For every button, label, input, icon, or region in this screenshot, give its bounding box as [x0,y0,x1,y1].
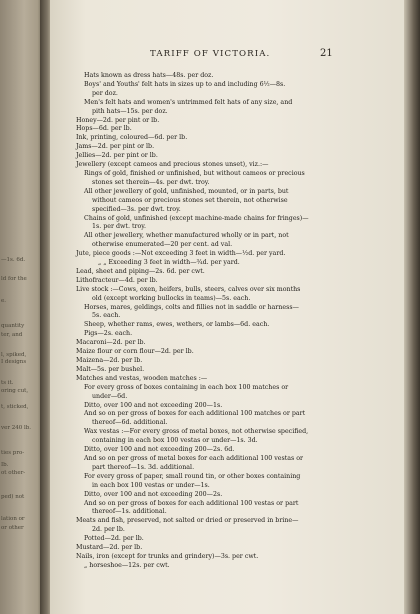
page-number: 21 [320,48,333,59]
previous-page-fragment: t, sticked, [1,404,29,410]
tariff-line: „ horseshoe—12s. per cwt. [84,561,170,569]
tariff-line: Boys' and Youths' felt hats in sizes up to and including 6½—8s. [84,80,286,88]
previous-page-fragment: e. [1,298,7,304]
tariff-line: Meats and fish, preserved, not salted or dried or preserved in brine— [76,517,299,525]
tariff-line: Men's felt hats and women's untrimmed felt hats of any size, and [84,98,293,106]
tariff-line: thereof—6d. additional. [92,419,168,427]
tariff-line: stones set therein—4s. per dwt. troy. [92,178,210,186]
tariff-line: Maize flour or corn flour—2d. per lb. [76,348,194,356]
tariff-line: And so on per gross of boxes for each additional 100 vestas or part [84,499,299,507]
previous-page-fragment: ped) not [1,494,25,500]
tariff-line: Mustard—2d. per lb. [76,544,143,552]
tariff-line: 5s. each. [92,312,121,320]
tariff-line: otherwise enumerated—20 per cent. ad val. [92,241,233,249]
tariff-line: Wax vestas :—For every gross of metal boxes, not otherwise specified, [84,428,309,436]
tariff-line: per doz. [92,89,118,97]
previous-page-fragment: —1s. 6d. [1,257,26,263]
tariff-line: Ditto, over 100 and not exceeding 200—2s. 6d. [84,446,235,454]
previous-page-fragment: ties pro- [1,450,25,456]
running-head: TARIFF OF VICTORIA. [150,49,271,59]
tariff-line: Hops—6d. per lb. [76,125,132,133]
tariff-line: Ditto, over 100 and not exceeding 200—1s. [84,401,223,409]
tariff-line: thereof—1s. additional. [92,508,167,516]
tariff-line: Nails, iron (except for trunks and grindery)—3s. per cwt. [76,552,259,560]
tariff-line: specified—3s. per dwt. troy. [92,205,181,213]
tariff-line: And so on per gross of metal boxes for each additional 100 vestas or [84,454,304,462]
previous-page-fragment: ter, and [1,332,23,338]
previous-page-fragment: ld for the [1,276,27,282]
previous-page-fragment: Ib. [1,462,9,468]
tariff-line: Matches and vestas, wooden matches :— [76,374,208,382]
tariff-line: 1s. per dwt. troy. [92,223,147,231]
previous-page-fragment: or other [1,525,24,531]
previous-page-fragment: lation or [1,516,25,522]
tariff-line: Horses, mares, geldings, colts and fillies not in saddle or harness— [84,303,299,311]
previous-page-fragment: quantity [1,323,25,329]
tariff-line: Maizena—2d. per lb. [76,357,143,364]
tariff-line: in each box 100 vestas or under—1s. [92,481,210,489]
previous-page-fragment: I designs [1,359,27,365]
tariff-line: Hats known as dress hats—48s. per doz. [84,72,214,79]
tariff-line: All other jewellery, whether manufactured wholly or in part, not [84,232,289,240]
tariff-line: And so on per gross of boxes for each additional 100 matches or part [84,410,306,418]
tariff-line: Sheep, whether rams, ewes, wethers, or lambs—6d. each. [84,321,270,329]
tariff-line: Pigs—2s. each. [84,330,133,338]
tariff-line: All other jewellery of gold, unfinished, mounted, or in parts, but [84,187,289,195]
tariff-line: Ink, printing, coloured—6d. per lb. [76,134,188,142]
tariff-line: Chains of gold, unfinished (except machine-made chains for fringes)— [84,214,309,222]
tariff-line: 2d. per lb. [92,526,125,534]
tariff-line: For every gross of paper, small round tin, or other boxes containing [84,472,301,480]
previous-page-fragment: ot other- [1,470,26,476]
tariff-line: part thereof—1s. 3d. additional. [92,463,195,471]
tariff-line: containing in each box 100 vestas or under—1s. 3d. [92,437,258,445]
tariff-line: Honey—2d. per pint or lb. [76,116,160,124]
tariff-line: Malt—5s. per bushel. [76,365,145,373]
tariff-line: „ „ Exceeding 3 feet in width—¾d. per yard. [98,259,240,267]
tariff-line: under—6d. [92,392,128,400]
tariff-line: Jams—2d. per pint or lb. [76,143,155,151]
tariff-line: old (except working bullocks in teams)—5s. each. [92,294,251,302]
previous-page-fragment: oring cut, [1,388,29,394]
previous-page-fragment: ts it. [1,380,14,386]
tariff-line: Macaroni—2d. per lb. [76,339,146,347]
tariff-line: pith hats—15s. per doz. [92,107,168,115]
tariff-line: Jellies—2d. per pint or lb. [76,152,158,160]
tariff-line: Rings of gold, finished or unfinished, but without cameos or precious [84,169,305,177]
previous-page-fragment: l, spiked, [1,352,27,358]
tariff-line: Jewellery (except cameos and precious stones unset), viz.:— [76,161,269,169]
tariff-line: Lead, sheet and piping—2s. 6d. per cwt. [76,267,205,275]
tariff-line: Potted—2d. per lb. [84,535,144,543]
page-edge-shadow [404,0,420,614]
tariff-text-body [76,72,344,571]
tariff-line: Live stock :—Cows, oxen, heifers, bulls, steers, calves over six months [76,285,301,293]
tariff-line: Lithofracteur—4d. per lb. [76,276,158,284]
previous-page-fragment: ver 240 lb. [1,425,32,431]
tariff-line: without cameos or precious stones set therein, not otherwise [92,196,288,204]
tariff-line: Ditto, over 100 and not exceeding 200—2s. [84,490,223,498]
tariff-line: Jute, piece goods :—Not exceeding 3 feet in width—½d. per yard. [76,250,286,258]
tariff-line: For every gross of boxes containing in each box 100 matches or [84,383,289,391]
